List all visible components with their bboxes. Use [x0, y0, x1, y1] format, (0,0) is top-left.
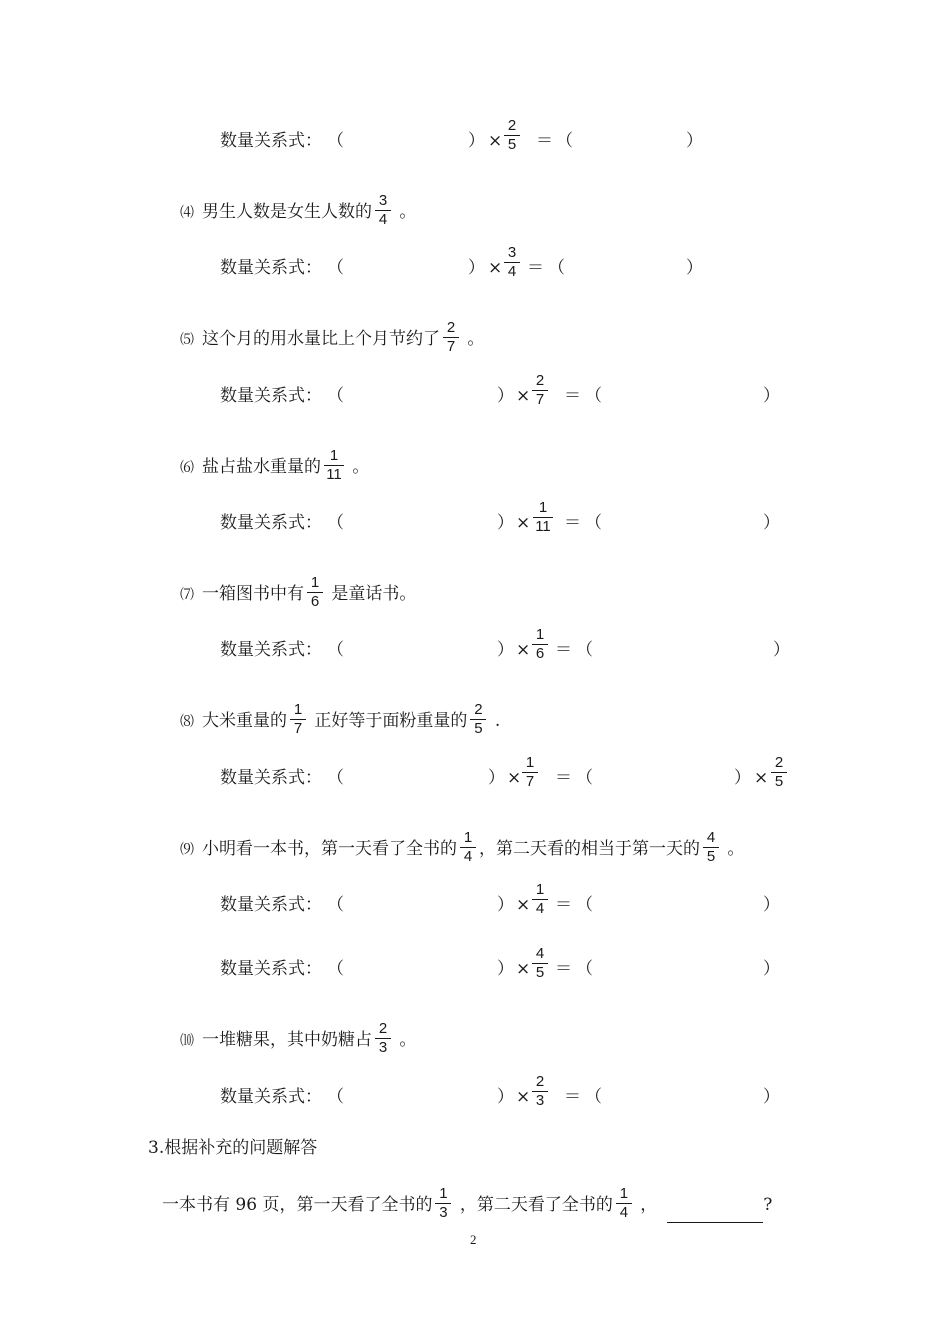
equals-sign: ＝	[555, 768, 572, 788]
fraction: $\frac{1}{3}$	[434, 1186, 452, 1221]
fraction: 3 4	[503, 245, 521, 280]
fraction: 4 5	[531, 946, 549, 981]
fraction: $\frac{1}{7}$	[289, 702, 307, 737]
close-paren: ）	[468, 131, 485, 151]
relation-label: 数量关系式：	[220, 131, 322, 151]
relation-label: 数量关系式：	[220, 1087, 322, 1107]
equals-sign: ＝	[536, 131, 553, 151]
times-sign: ×	[516, 386, 531, 406]
equals-sign: ＝	[564, 1087, 581, 1107]
relation-label: 数量关系式：	[220, 895, 322, 915]
fraction: $\frac{3}{4}$	[374, 193, 392, 228]
close-paren: ）	[468, 258, 485, 278]
open-paren: （	[548, 258, 565, 278]
fraction: 1 6	[531, 627, 549, 662]
close-paren: ）	[763, 513, 780, 533]
relation-label: 数量关系式：	[220, 768, 322, 788]
times-sign: ×	[488, 131, 503, 151]
fraction: 1 11	[532, 500, 554, 535]
open-paren: （	[327, 1087, 344, 1107]
fraction: $\frac{2}{3}$	[374, 1021, 392, 1056]
equals-sign: ＝	[564, 386, 581, 406]
times-sign: ×	[516, 513, 531, 533]
times-sign: ×	[516, 895, 531, 915]
answer-blank[interactable]	[667, 1206, 763, 1223]
close-paren: ）	[497, 959, 514, 979]
open-paren: （	[576, 895, 593, 915]
open-paren: （	[327, 386, 344, 406]
close-paren: ）	[734, 768, 751, 788]
problem-item-7: ⑺ 一箱图书中有 $\frac{1}{6}$ 是童话书。	[180, 574, 417, 610]
open-paren: （	[327, 131, 344, 151]
problem-item-4: ⑷ 男生人数是女生人数的 $\frac{3}{4}$ 。	[180, 192, 417, 228]
open-paren: （	[556, 131, 573, 151]
open-paren: （	[327, 258, 344, 278]
fraction: 2 7	[531, 373, 549, 408]
close-paren: ）	[763, 895, 780, 915]
fraction: $\frac{2}{5}$	[469, 702, 487, 737]
close-paren: ）	[686, 258, 703, 278]
close-paren: ）	[763, 1087, 780, 1107]
problem-item-8: ⑻ 大米重量的 $\frac{1}{7}$ 正好等于面粉重量的 $\frac{2}{5}$ .	[180, 701, 501, 737]
open-paren: （	[327, 768, 344, 788]
close-paren: ）	[763, 386, 780, 406]
fraction: $\frac{1}{11}$	[323, 448, 345, 483]
fraction: 2 3	[531, 1074, 549, 1109]
problem-item-5: ⑸ 这个月的用水量比上个月节约了 $\frac{2}{7}$ 。	[180, 319, 485, 355]
problem-item-6: ⑹ 盐占盐水重量的 $\frac{1}{11}$ 。	[180, 447, 370, 483]
open-paren: （	[585, 1087, 602, 1107]
open-paren: （	[576, 640, 593, 660]
close-paren: ）	[497, 1087, 514, 1107]
equals-sign: ＝	[555, 640, 572, 660]
word-problem: 一本书有 96 页，第一天看了全书的 $\frac{1}{3}$ ，第二天看了全书的 $\frac{1}{4}$ ， ?	[162, 1185, 773, 1221]
close-paren: ）	[763, 959, 780, 979]
relation-label: 数量关系式：	[220, 640, 322, 660]
equals-sign: ＝	[555, 895, 572, 915]
problem-item-9: ⑼ 小明看一本书，第一天看了全书的 $\frac{1}{4}$ ，第二天看的相当于第一天的 $\frac{4}{5}$ 。	[180, 829, 745, 865]
times-sign: ×	[516, 1087, 531, 1107]
equals-sign: ＝	[527, 258, 544, 278]
times-sign: ×	[754, 768, 769, 788]
close-paren: ）	[488, 768, 505, 788]
close-paren: ）	[773, 640, 790, 660]
close-paren: ）	[497, 640, 514, 660]
fraction: 2 5	[503, 118, 521, 153]
fraction: 1 7	[521, 755, 539, 790]
times-sign: ×	[516, 959, 531, 979]
section-heading: 3.根据补充的问题解答	[148, 1138, 318, 1158]
relation-label: 数量关系式：	[220, 386, 322, 406]
open-paren: （	[327, 959, 344, 979]
close-paren: ）	[686, 131, 703, 151]
close-paren: ）	[497, 513, 514, 533]
open-paren: （	[576, 768, 593, 788]
fraction: $\frac{1}{6}$	[306, 575, 324, 610]
fraction: 1 4	[531, 882, 549, 917]
open-paren: （	[327, 895, 344, 915]
problem-item-10: ⑽ 一堆糖果，其中奶糖占 $\frac{2}{3}$ 。	[180, 1020, 417, 1056]
open-paren: （	[585, 513, 602, 533]
open-paren: （	[327, 513, 344, 533]
open-paren: （	[576, 959, 593, 979]
page-number: 2	[470, 1232, 477, 1247]
close-paren: ）	[497, 386, 514, 406]
relation-label: 数量关系式：	[220, 513, 322, 533]
times-sign: ×	[507, 768, 522, 788]
close-paren: ）	[497, 895, 514, 915]
fraction: $\frac{1}{4}$	[459, 830, 477, 865]
fraction: $\frac{1}{4}$	[615, 1186, 633, 1221]
fraction: 2 5	[770, 755, 788, 790]
times-sign: ×	[488, 258, 503, 278]
equals-sign: ＝	[555, 959, 572, 979]
fraction: $\frac{2}{7}$	[442, 320, 460, 355]
times-sign: ×	[516, 640, 531, 660]
fraction: $\frac{4}{5}$	[702, 830, 720, 865]
relation-label: 数量关系式：	[220, 959, 322, 979]
equals-sign: ＝	[564, 513, 581, 533]
open-paren: （	[585, 386, 602, 406]
open-paren: （	[327, 640, 344, 660]
relation-label: 数量关系式：	[220, 258, 322, 278]
